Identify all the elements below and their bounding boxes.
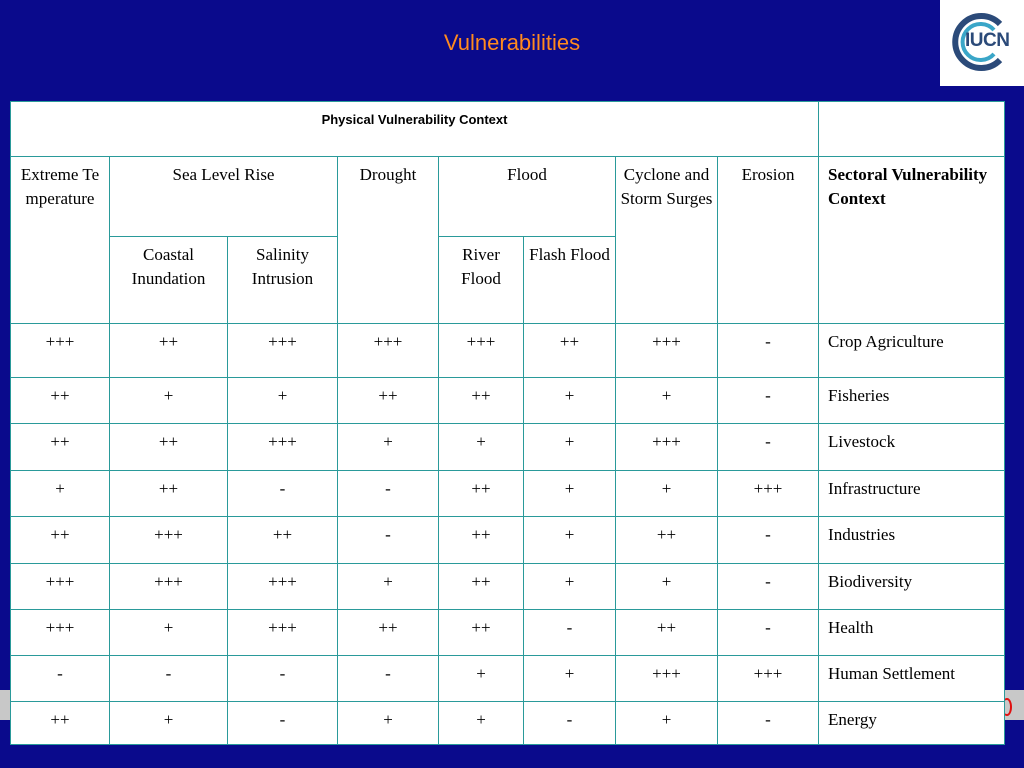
sector-cell: Livestock — [819, 424, 1005, 471]
rating-cell: +++ — [110, 564, 228, 610]
rating-cell: + — [524, 471, 616, 517]
rating-cell: ++ — [616, 517, 718, 564]
physical-context-header: Physical Vulnerability Context — [11, 102, 819, 157]
rating-cell: +++ — [228, 424, 338, 471]
rating-cell: - — [718, 378, 819, 424]
rating-cell: - — [718, 564, 819, 610]
sector-cell: Infrastructure — [819, 471, 1005, 517]
sub-flash-flood: Flash Flood — [524, 237, 616, 324]
rating-cell: - — [338, 471, 439, 517]
rating-cell: - — [228, 656, 338, 702]
context-header-row — [11, 102, 1005, 157]
rating-cell: - — [718, 702, 819, 745]
table-row — [11, 324, 1005, 378]
col-extreme-temperature: Extreme Temperature — [11, 157, 110, 324]
rating-cell: ++ — [110, 424, 228, 471]
rating-cell: - — [524, 702, 616, 745]
rating-cell: +++ — [11, 564, 110, 610]
vulnerability-table — [10, 101, 1005, 745]
rating-cell: + — [616, 702, 718, 745]
rating-cell: ++ — [439, 564, 524, 610]
rating-cell: +++ — [616, 324, 718, 378]
rating-cell: ++ — [11, 424, 110, 471]
rating-cell: +++ — [439, 324, 524, 378]
col-flood: Flood — [439, 157, 616, 237]
rating-cell: + — [110, 378, 228, 424]
rating-cell: + — [439, 424, 524, 471]
rating-cell: ++ — [439, 378, 524, 424]
rating-cell: +++ — [616, 656, 718, 702]
sub-coastal-inundation: Coastal Inundation — [110, 237, 228, 324]
rating-cell: - — [228, 702, 338, 745]
rating-cell: ++ — [11, 702, 110, 745]
rating-cell: - — [338, 656, 439, 702]
empty-header-cell — [819, 102, 1005, 157]
rating-cell: + — [110, 702, 228, 745]
rating-cell: - — [228, 471, 338, 517]
rating-cell: + — [439, 702, 524, 745]
rating-cell: ++ — [439, 471, 524, 517]
table-row — [11, 564, 1005, 610]
table-row — [11, 378, 1005, 424]
rating-cell: + — [338, 424, 439, 471]
hazard-header-row — [11, 157, 1005, 237]
rating-cell: +++ — [616, 424, 718, 471]
sector-cell: Health — [819, 610, 1005, 656]
rating-cell: +++ — [718, 656, 819, 702]
sub-salinity-intrusion: Salinity Intrusion — [228, 237, 338, 324]
rating-cell: + — [616, 378, 718, 424]
sub-river-flood: River Flood — [439, 237, 524, 324]
rating-cell: + — [524, 424, 616, 471]
rating-cell: ++ — [11, 378, 110, 424]
rating-cell: - — [110, 656, 228, 702]
rating-cell: +++ — [11, 610, 110, 656]
rating-cell: ++ — [338, 378, 439, 424]
col-sectoral-context: Sectoral Vulnerability Context — [819, 157, 1005, 324]
rating-cell: ++ — [11, 517, 110, 564]
col-sea-level-rise: Sea Level Rise — [110, 157, 338, 237]
rating-cell: ++ — [110, 324, 228, 378]
rating-cell: + — [439, 656, 524, 702]
rating-cell: - — [718, 424, 819, 471]
rating-cell: +++ — [718, 471, 819, 517]
rating-cell: - — [524, 610, 616, 656]
sector-cell: Biodiversity — [819, 564, 1005, 610]
rating-cell: + — [524, 378, 616, 424]
col-erosion: Erosion — [718, 157, 819, 324]
rating-cell: + — [616, 471, 718, 517]
rating-cell: +++ — [11, 324, 110, 378]
rating-cell: ++ — [338, 610, 439, 656]
left-edge-strip — [0, 690, 10, 720]
col-drought: Drought — [338, 157, 439, 324]
rating-cell: ++ — [228, 517, 338, 564]
rating-cell: +++ — [228, 610, 338, 656]
rating-cell: + — [616, 564, 718, 610]
table-row — [11, 471, 1005, 517]
sector-cell: Energy — [819, 702, 1005, 745]
table-row — [11, 610, 1005, 656]
rating-cell: ++ — [616, 610, 718, 656]
iucn-logo — [940, 0, 1024, 86]
rating-cell: + — [338, 702, 439, 745]
table-row — [11, 517, 1005, 564]
table-row — [11, 702, 1005, 745]
rating-cell: + — [524, 564, 616, 610]
rating-cell: +++ — [228, 564, 338, 610]
sector-cell: Human Settlement — [819, 656, 1005, 702]
rating-cell: + — [524, 517, 616, 564]
rating-cell: - — [11, 656, 110, 702]
rating-cell: - — [338, 517, 439, 564]
rating-cell: +++ — [228, 324, 338, 378]
rating-cell: + — [110, 610, 228, 656]
table-row — [11, 424, 1005, 471]
rating-cell: - — [718, 324, 819, 378]
rating-cell: + — [228, 378, 338, 424]
rating-cell: ++ — [439, 517, 524, 564]
rating-cell: ++ — [110, 471, 228, 517]
sector-cell: Industries — [819, 517, 1005, 564]
rating-cell: + — [11, 471, 110, 517]
rating-cell: + — [338, 564, 439, 610]
table-row — [11, 656, 1005, 702]
rating-cell: - — [718, 517, 819, 564]
rating-cell: +++ — [110, 517, 228, 564]
rating-cell: ++ — [439, 610, 524, 656]
rating-cell: +++ — [338, 324, 439, 378]
logo-text: IUCN — [965, 30, 1010, 51]
rating-cell: - — [718, 610, 819, 656]
page-title: Vulnerabilities — [443, 30, 581, 55]
sector-cell: Fisheries — [819, 378, 1005, 424]
sector-cell: Crop Agriculture — [819, 324, 1005, 378]
rating-cell: ++ — [524, 324, 616, 378]
rating-cell: + — [524, 656, 616, 702]
col-cyclone-storm-surges: Cyclone and Storm Surges — [616, 157, 718, 324]
